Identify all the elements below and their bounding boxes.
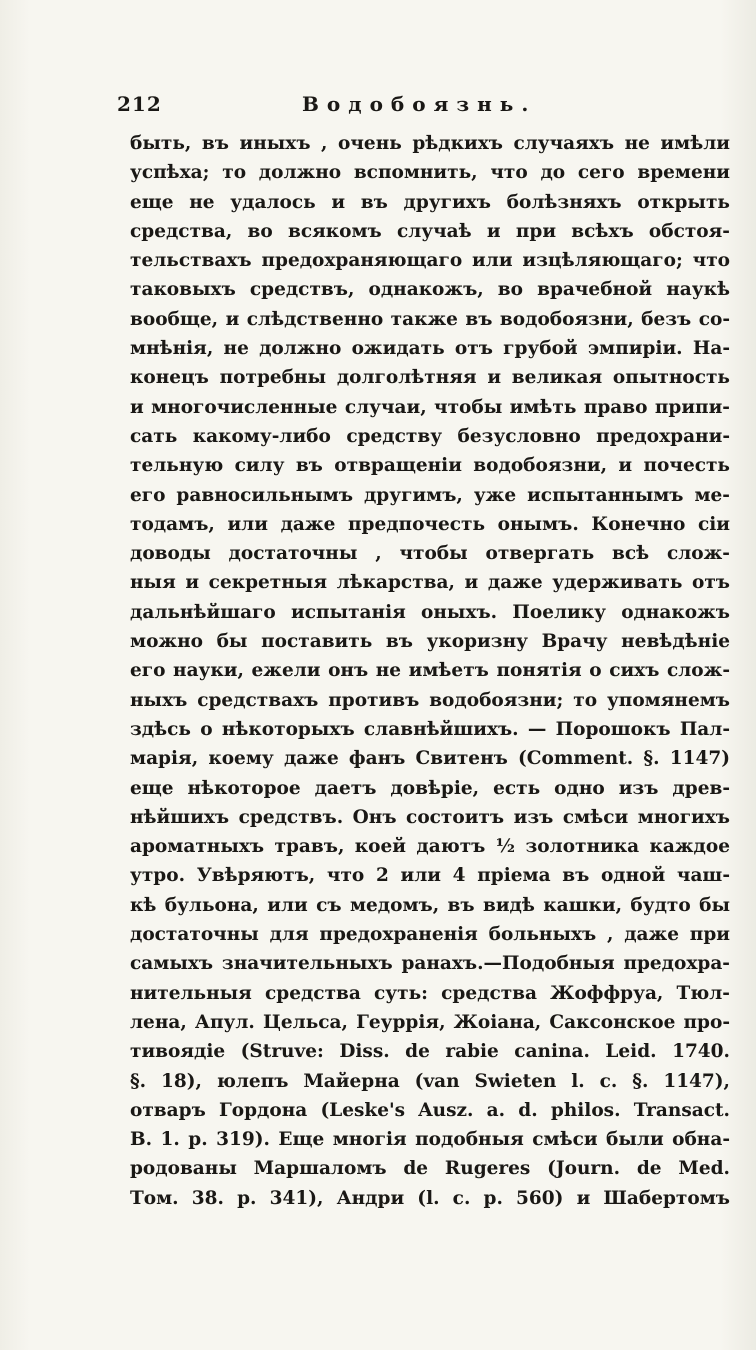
text-line: его равносильнымъ другимъ, уже испытаннымъ ме-	[130, 484, 730, 506]
text-line: марія, коему даже фанъ Свитенъ (Comment. §. 1147)	[130, 748, 730, 770]
text-line: вообще, и слѣдственно также въ водобоязни, безъ со-	[130, 308, 730, 330]
text-line: еще не удалось и въ другихъ болѣзняхъ открыть	[130, 191, 730, 213]
text-line: средства, во всякомъ случаѣ и при всѣхъ обстоя-	[130, 220, 730, 242]
text-line: ныя и секретныя лѣкарства, и даже удерживать отъ	[130, 572, 730, 594]
text-line: конецъ потребны долголѣтняя и великая опытность	[130, 367, 730, 389]
page-number: 212	[117, 92, 162, 116]
text-line: мнѣнія, не должно ожидать отъ грубой эмпиріи. На-	[130, 338, 730, 360]
text-line: тивоядіе (Struve: Diss. de rabie canina. Leid. 1740.	[130, 1041, 730, 1063]
text-line: кѣ бульона, или съ медомъ, въ видѣ кашки, будто бы	[130, 894, 730, 916]
text-line: его науки, ежели онъ не имѣетъ понятія о сихъ слож-	[130, 660, 730, 682]
text-line: доводы достаточны , чтобы отвергать всѣ слож-	[130, 543, 730, 565]
text-line: B. 1. p. 319). Еще многія подобныя смѣси были обна-	[130, 1129, 730, 1151]
page-header	[117, 92, 729, 122]
text-line: §. 18), юлепъ Майерна (van Swieten l. c. §. 1147),	[130, 1070, 730, 1092]
text-line: можно бы поставить въ укоризну Врачу невѣдѣніе	[130, 631, 730, 653]
text-line: здѣсь о нѣкоторыхъ славнѣйшихъ. — Порошокъ Пал-	[130, 718, 730, 740]
text-line: нѣйшихъ средствъ. Онъ состоитъ изъ смѣси многихъ	[130, 806, 730, 828]
text-line: достаточны для предохраненія больныхъ , даже при	[130, 924, 730, 946]
text-line: и многочисленные случаи, чтобы имѣть право припи-	[130, 396, 730, 418]
text-line: ароматныхъ травъ, коей даютъ ½ золотника каждое	[130, 836, 730, 858]
text-line: самыхъ значительныхъ ранахъ.—Подобныя предохра-	[130, 953, 730, 975]
running-title: Водобоязнь.	[302, 92, 537, 116]
text-line: нительныя средства суть: средства Жоффруа, Тюл-	[130, 982, 730, 1004]
text-line: ныхъ средствахъ противъ водобоязни; то упомянемъ	[130, 689, 730, 711]
text-line: таковыхъ средствъ, однакожъ, во врачебной наукѣ	[130, 279, 730, 301]
text-line: тельную силу въ отвращеніи водобоязни, и почесть	[130, 455, 730, 477]
text-line: еще нѣкоторое даетъ довѣріе, есть одно изъ древ-	[130, 777, 730, 799]
text-line: сать какому-либо средству безусловно предохрани-	[130, 425, 730, 447]
text-line: отваръ Гордона (Leske's Ausz. a. d. philos. Transact.	[130, 1099, 730, 1121]
text-line: родованы Маршаломъ de Rugeres (Journ. de Med.	[130, 1158, 730, 1180]
text-line: тодамъ, или даже предпочесть онымъ. Конечно сіи	[130, 513, 730, 535]
text-line: дальнѣйшаго испытанія оныхъ. Поелику однакожъ	[130, 601, 730, 623]
text-line: быть, въ иныхъ , очень рѣдкихъ случаяхъ не имѣли	[130, 133, 730, 154]
text-line: утро. Увѣряютъ, что 2 или 4 пріема въ одной чаш-	[130, 865, 730, 887]
text-line: тельствахъ предохраняющаго или изцѣляющаго; что	[130, 250, 730, 272]
body-text	[130, 129, 730, 1213]
text-line: Том. 38. p. 341), Андри (l. c. p. 560) и Шабертомъ	[130, 1187, 730, 1209]
text-line: лена, Апул. Цельса, Геуррія, Жоіана, Саксонское про-	[130, 1011, 730, 1033]
text-line: успѣха; то должно вспомнить, что до сего времени	[130, 162, 730, 184]
